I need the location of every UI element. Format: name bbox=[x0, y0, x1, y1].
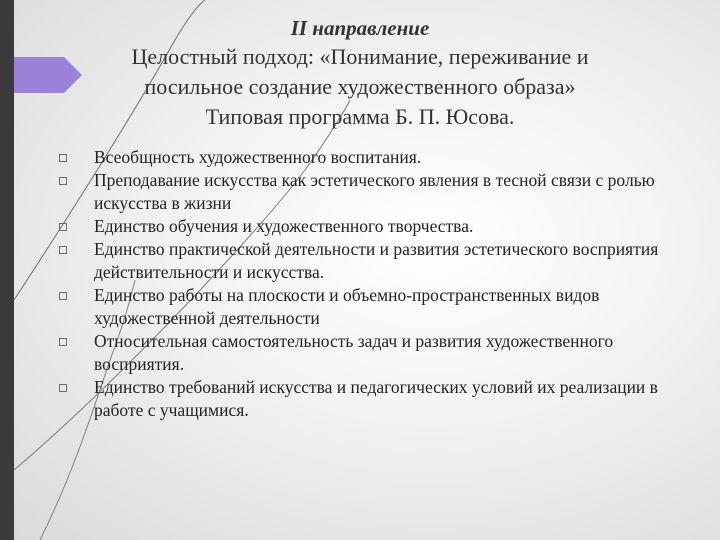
square-bullet-icon bbox=[59, 223, 67, 231]
square-bullet-icon bbox=[59, 292, 67, 300]
square-bullet-icon bbox=[59, 177, 67, 185]
bullet-item bbox=[56, 238, 666, 284]
bullet-item bbox=[56, 215, 666, 238]
slide-heading: II направление bbox=[290, 16, 430, 40]
bullet-item bbox=[56, 169, 666, 215]
square-bullet-icon bbox=[59, 384, 67, 392]
bullet-item bbox=[56, 330, 666, 376]
subtitle-line: посильное создание художественного образа» bbox=[144, 74, 576, 99]
bullet-item bbox=[56, 284, 666, 330]
square-bullet-icon bbox=[59, 154, 67, 162]
title-block bbox=[60, 14, 660, 132]
bullet-text: Всеобщность художественного воспитания. bbox=[94, 147, 422, 167]
subtitle-line: Целостный подход: «Понимание, переживание и bbox=[131, 44, 589, 69]
bullet-item bbox=[56, 146, 666, 169]
bullet-text: Единство требований искусства и педагогических условий их реализации в работе с учащимися. bbox=[94, 377, 658, 420]
bullet-list bbox=[56, 146, 666, 422]
subtitle-line: Типовая программа Б. П. Юсова. bbox=[205, 104, 515, 129]
bullet-text: Единство обучения и художественного творчества. bbox=[94, 216, 474, 236]
bullet-text: Единство практической деятельности и развития эстетического восприятия действительности и искусства. bbox=[94, 239, 659, 282]
bullet-text: Единство работы на плоскости и объемно-пространственных видов художественной деятельности bbox=[94, 285, 600, 328]
square-bullet-icon bbox=[59, 246, 67, 254]
square-bullet-icon bbox=[59, 338, 67, 346]
bullet-item bbox=[56, 376, 666, 422]
bullet-text: Относительная самостоятельность задач и развития художественного восприятия. bbox=[94, 331, 614, 374]
bullet-text: Преподавание искусства как эстетического явления в тесной связи с ролью искусства в жизни bbox=[94, 170, 655, 213]
